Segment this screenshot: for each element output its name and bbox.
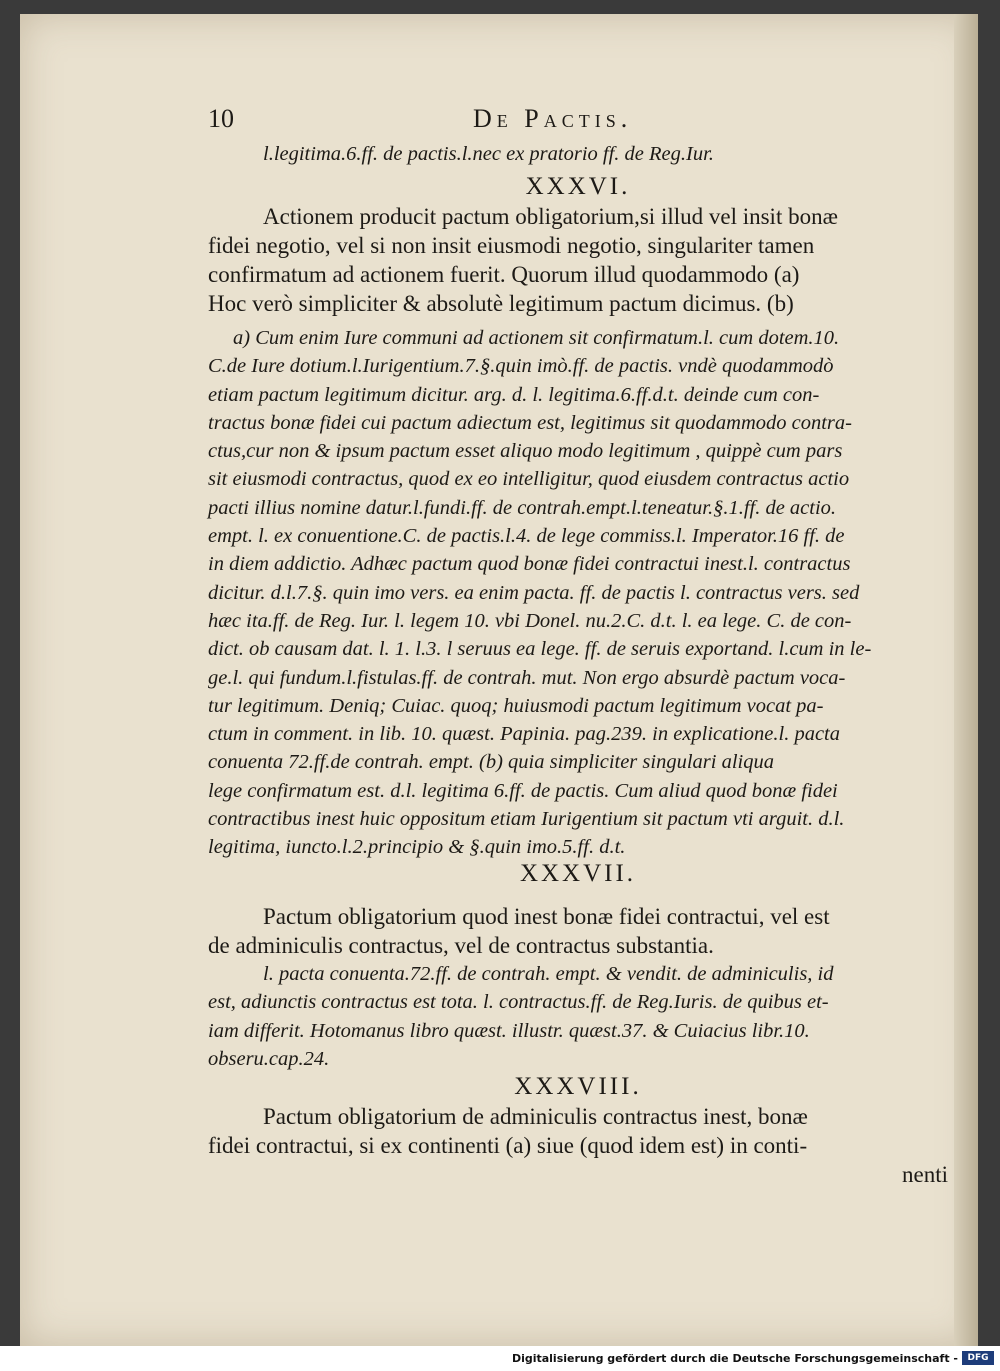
text-line: Pactum obligatorium de adminiculis contractus inest, bonæ: [263, 1104, 808, 1129]
note-line: l. pacta conuenta.72.ff. de contrah. empt. & vendit. de adminiculis, id: [263, 963, 834, 985]
folio-number: 10: [208, 104, 234, 133]
text-line: de adminiculis contractus, vel de contractus substantia.: [208, 933, 714, 958]
note-line: dict. ob causam dat. l. 1. l.3. l seruus ea lege. ff. de seruis exportand. l.cum in le-: [208, 638, 872, 661]
text-line: fidei negotio, vel si non insit eiusmodi negotio, singulariter tamen: [208, 233, 815, 258]
note-line: sit eiusmodi contractus, quod ex eo intelligitur, quod eiusdem contractus actio: [208, 468, 850, 491]
note-line: pacti illius nomine datur.l.fundi.ff. de contrah.empt.l.teneatur.§.1.ff. de actio.: [208, 496, 837, 519]
section-37: [208, 859, 948, 889]
note-line: ctum in comment. in lib. 10. quæst. Papinia. pag.239. in explicatione.l. pacta: [208, 723, 841, 746]
page-header: [208, 104, 918, 144]
first-line: [208, 140, 948, 168]
digitization-footer: [0, 1346, 1000, 1371]
note-line: empt. l. ex conuentione.C. de pactis.l.4. de lege commiss.l. Imperator.16 ff. de: [208, 525, 845, 548]
note-line: a) Cum enim Iure communi ad actionem sit confirmatum.l. cum dotem.10.: [233, 327, 840, 349]
text-line: Pactum obligatorium quod inest bonæ fidei contractui, vel est: [263, 904, 830, 929]
running-title: De Pactis.: [473, 104, 633, 133]
catchword: nenti: [902, 1162, 948, 1187]
note-line: tractus bonæ fidei cui pactum adiectum est, legitimus sit quodammodo contra-: [208, 411, 852, 434]
text-line: l.legitima.6.ff. de pactis.l.nec ex pratorio ff. de Reg.Iur.: [263, 143, 714, 165]
section-heading: XXXVI.: [525, 173, 631, 200]
note-line: ge.l. qui fundum.l.fistulas.ff. de contrah. mut. Non ergo absurdè pactum voca-: [208, 666, 846, 689]
section-heading: XXXVIII.: [514, 1073, 642, 1100]
section-37-body: [208, 902, 948, 960]
dfg-logo-icon: DFG: [962, 1351, 994, 1365]
note-line: etiam pactum legitimum dicitur. arg. d. l. legitima.6.ff.d.t. deinde cum con-: [208, 383, 820, 406]
page-edge: [954, 14, 978, 1346]
note-line: tur legitimum. Deniq; Cuiac. quoq; huiusmodi pactum legitimum vocat pa-: [208, 694, 824, 717]
book-page: [20, 14, 978, 1346]
section-37-notes: [208, 960, 948, 1073]
note-line: obseru.cap.24.: [208, 1047, 330, 1070]
note-line: C.de Iure dotium.l.Iurigentium.7.§.quin imò.ff. de pactis. vndè quodammodò: [208, 355, 834, 378]
section-heading: XXXVII.: [519, 860, 637, 887]
section-36-notes: [208, 324, 948, 862]
note-line: est, adiunctis contractus est tota. l. contractus.ff. de Reg.Iuris. de quibus et-: [208, 991, 829, 1014]
note-line: in diem addictio. Adhæc pactum quod bonæ fidei contractui inest.l. contractus: [208, 553, 851, 576]
section-38: [208, 1072, 948, 1189]
text-line: confirmatum ad actionem fuerit. Quorum illud quodammodo (a): [208, 262, 800, 287]
note-line: contractibus inest huic oppositum etiam Iurigentium sit pactum vti arguit. d.l.: [208, 808, 845, 831]
section-36: [208, 172, 948, 318]
text-line: Actionem producit pactum obligatorium,si illud vel insit bonæ: [263, 204, 838, 229]
note-line: conuenta 72.ff.de contrah. empt. (b) quia simpliciter singulari aliqua: [208, 751, 774, 774]
note-line: lege confirmatum est. d.l. legitima 6.ff. de pactis. Cum aliud quod bonæ fidei: [208, 779, 838, 802]
text-line: fidei contractui, si ex continenti (a) siue (quod idem est) in conti-: [208, 1133, 808, 1158]
footer-credit: Digitalisierung gefördert durch die Deutsche Forschungsgemeinschaft -: [511, 1352, 958, 1365]
text-line: Hoc verò simpliciter & absolutè legitimum pactum dicimus. (b): [208, 291, 794, 316]
note-line: hæc ita.ff. de Reg. Iur. l. legem 10. vbi Donel. nu.2.C. d.t. l. ea lege. C. de con-: [208, 609, 852, 632]
note-line: dicitur. d.l.7.§. quin imo vers. ea enim pacta. ff. de pactis l. contractus vers. sed: [208, 581, 860, 604]
note-line: iam differit. Hotomanus libro quæst. illustr. quæst.37. & Cuiacius libr.10.: [208, 1019, 810, 1042]
note-line: ctus,cur non & ipsum pactum esset aliquo modo legitimum , quippè cum pars: [208, 440, 843, 463]
note-line: legitima, iuncto.l.2.principio & §.quin imo.5.ff. d.t.: [208, 836, 626, 859]
